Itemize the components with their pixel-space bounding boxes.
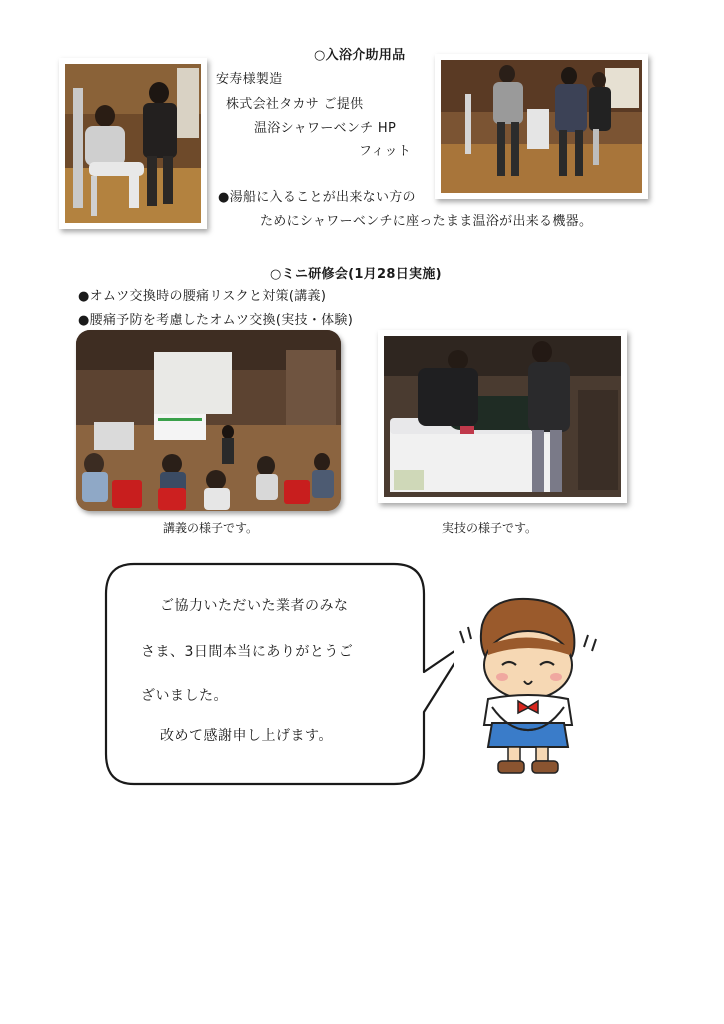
bath-desc-line1: ●湯船に入ることが出来ない方の xyxy=(218,190,416,205)
thanks-line-3: ざいました。 xyxy=(141,688,228,704)
provider-text: 株式会社タカサ ご提供 xyxy=(226,97,364,112)
maker-text: 安寿様製造 xyxy=(216,72,283,87)
bowing-boy-illustration xyxy=(452,595,602,780)
lecture-photo xyxy=(76,330,341,511)
product-text: 温浴シャワーベンチ HP xyxy=(254,121,397,136)
training-item-lecture: ●オムツ交換時の腰痛リスクと対策(講義) xyxy=(78,289,327,304)
product-sub-text: フィット xyxy=(359,144,412,159)
bath-desc-line2: ためにシャワーベンチに座ったまま温浴が出来る機器。 xyxy=(260,214,593,229)
practice-caption: 実技の様子です。 xyxy=(442,521,538,535)
bath-demo-group-photo xyxy=(435,54,648,199)
training-item-practice: ●腰痛予防を考慮したオムツ交換(実技・体験) xyxy=(78,313,354,328)
shower-bench-photo xyxy=(59,58,207,229)
practice-photo xyxy=(378,330,627,503)
thanks-line-2: さま、3日間本当にありがとうご xyxy=(141,644,354,660)
training-heading: ○ミニ研修会(1月28日実施) xyxy=(270,267,442,282)
lecture-caption: 講義の様子です。 xyxy=(163,521,259,535)
bath-heading: ○入浴介助用品 xyxy=(314,48,406,63)
thanks-line-1: ご協力いただいた業者のみな xyxy=(160,598,349,614)
thanks-line-4: 改めて感謝申し上げます。 xyxy=(160,728,333,744)
